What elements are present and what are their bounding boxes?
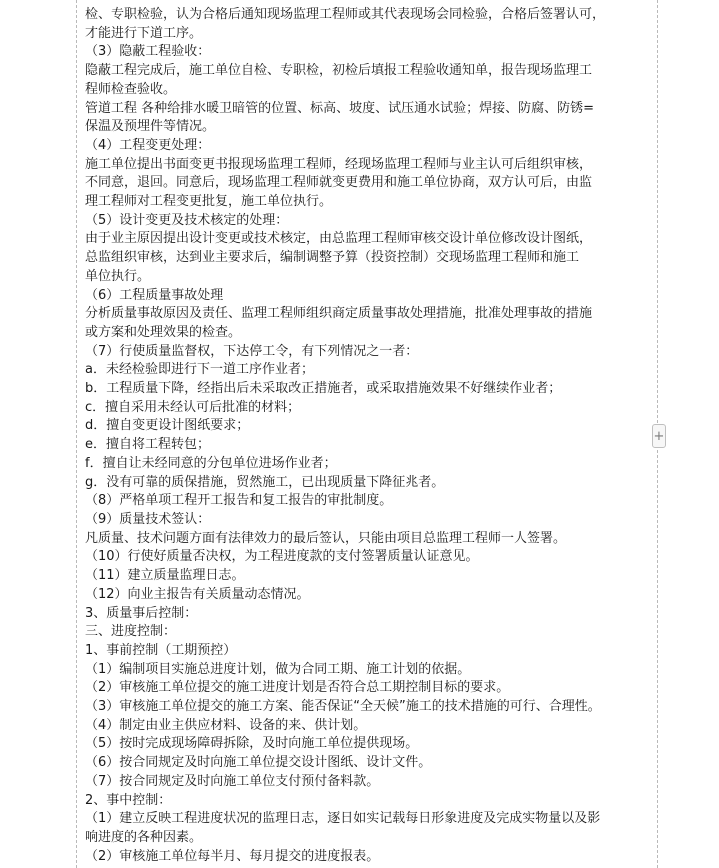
text-line: （3）隐蔽工程验收： [85,44,211,60]
text-line: 程师检查验收。 [85,81,177,97]
document-body [85,6,653,866]
text-line: （11）建立质量监理日志。 [85,568,245,584]
text-line: （3）审核施工单位提交的施工方案、能否保证“全天候”施工的技术措施的可行、合理性。 [85,699,601,715]
text-line: 隐蔽工程完成后，施工单位自检、专职检，初检后填报工程验收通知单，报告现场监理工 [85,63,593,79]
document-page [76,0,658,868]
text-line: 或方案和处理效果的检查。 [85,324,242,340]
expand-handle-icon[interactable]: + [652,424,666,448]
text-line: （12）向业主报告有关质量动态情况。 [85,586,310,602]
text-line: 管道工程 各种给排水暖卫暗管的位置、标高、坡度、试压通水试验；焊接、防腐、防锈= [85,100,595,116]
text-line: 分析质量事故原因及责任、监理工程师组织商定质量事故处理措施，批准处理事故的措施 [85,306,593,322]
text-line: 保温及预埋件等情况。 [85,119,216,135]
text-line: （2）审核施工单位提交的施工进度计划是否符合总工期控制目标的要求。 [85,680,510,696]
text-line: （2）审核施工单位每半月、每月提交的进度报表。 [85,848,380,864]
text-line: （4）工程变更处理： [85,137,211,153]
text-line: 不同意，退回。同意后，现场监理工程师就变更费用和施工单位协商，双方认可后，由监 [85,175,593,191]
text-line: 施工单位提出书面变更书报现场监理工程师，经现场监理工程师与业主认可后组织审核， [85,156,593,172]
text-line: c．擅自采用未经认可后批准的材料； [85,399,301,415]
text-line: 才能进行下道工序。 [85,25,203,41]
text-line: （6）工程质量事故处理 [85,287,224,303]
text-line: （10）行使好质量否决权，为工程进度款的支付签署质量认证意见。 [85,549,479,565]
text-line: （6）按合同规定及时向施工单位提交设计图纸、设计文件。 [85,755,432,771]
text-line: （5）按时完成现场障碍拆除，及时向施工单位提供现场。 [85,736,419,752]
text-line: 三、进度控制： [85,624,177,640]
text-line: （4）制定由业主供应材料、设备的来、供计划。 [85,717,367,733]
text-line: 检、专职检验，认为合格后通知现场监理工程师或其代表现场会同检验，合格后签署认可， [85,7,606,22]
text-line: （5）设计变更及技术核定的处理： [85,212,289,228]
text-line: 响进度的各种因素。 [85,829,203,845]
text-line: 总监组织审核，达到业主要求后，编制调整予算（投资控制）交现场监理工程师和施工 [85,250,580,266]
text-line: f．擅自让未经同意的分包单位进场作业者； [85,455,337,471]
text-line: a．未经检验即进行下一道工序作业者； [85,362,314,378]
text-line: g．没有可靠的质保措施，贸然施工，已出现质量下降征兆者。 [85,474,445,490]
text-line: （1）建立反映工程进度状况的监理日志，逐日如实记载每日形象进度及完成实物量以及影 [85,811,601,827]
text-line: （8）严格单项工程开工报告和复工报告的审批制度。 [85,493,393,509]
text-line: （7）按合同规定及时向施工单位支付预付备料款。 [85,773,380,789]
text-line: 1、事前控制（工期预控） [85,642,237,658]
text-line: 3、质量事后控制： [85,605,198,621]
text-line: 单位执行。 [85,268,151,284]
text-line: 理工程师对工程变更批复，施工单位执行。 [85,194,333,210]
text-line: （1）编制项目实施总进度计划，做为合同工期、施工计划的依据。 [85,661,471,677]
text-line: （9）质量技术签认： [85,511,211,527]
text-line: e．擅自将工程转包； [85,437,210,453]
text-line: 由于业主原因提出设计变更或技术核定，由总监理工程师审核交设计单位修改设计图纸， [85,231,593,247]
text-line: d．擅自变更设计图纸要求； [85,418,250,434]
text-line: b．工程质量下降，经指出后未采取改正措施者，或采取措施效果不好继续作业者； [85,381,562,397]
text-line: 凡质量、技术问题方面有法律效力的最后签认，只能由项目总监理工程师一人签署。 [85,530,567,546]
text-line: 2、事中控制： [85,792,172,808]
text-line: （7）行使质量监督权，下达停工令，有下列情况之一者： [85,343,419,359]
